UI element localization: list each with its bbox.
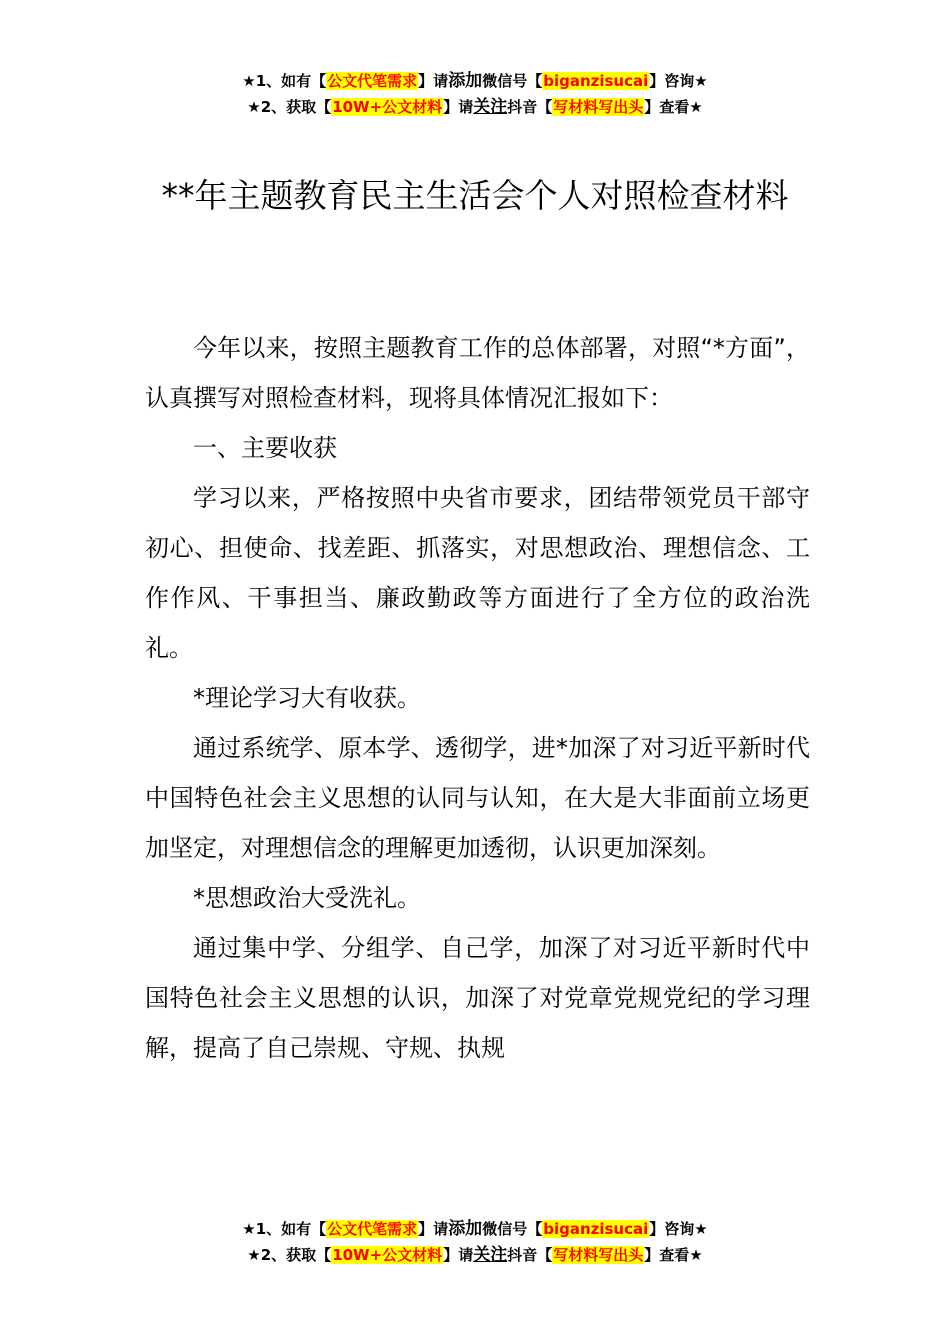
banner-text: 】请 xyxy=(418,72,449,90)
footer-banner xyxy=(0,1216,950,1268)
banner-text: 微信号【 xyxy=(482,1220,543,1238)
banner-text: 】查看★ xyxy=(644,98,703,116)
section-heading: 一、主要收获 xyxy=(193,434,337,462)
banner-highlight: biganzisucai xyxy=(543,72,649,90)
banner-text: 】请 xyxy=(418,1220,449,1238)
body-paragraph: 通过集中学、分组学、自己学，加深了对习近平新时代中国特色社会主义思想的认识，加深了对党章党规党纪的学习理解，提高了自己崇规、守规、执规 xyxy=(145,934,810,1062)
banner-highlight: biganzisucai xyxy=(543,1220,649,1238)
body-paragraph: 今年以来，按照主题教育工作的总体部署，对照“*方面”，认真撰写对照检查材料，现将具体情况汇报如下： xyxy=(145,334,810,412)
body-paragraph: 通过系统学、原本学、透彻学，进*加深了对习近平新时代中国特色社会主义思想的认同与认知，在大是大非面前立场更加坚定，对理想信念的理解更加透彻，认识更加深刻。 xyxy=(145,734,810,862)
banner-line-1 xyxy=(0,1216,950,1242)
banner-text: ★2、获取【 xyxy=(247,1246,332,1264)
banner-highlight: 公文代笔需求 xyxy=(327,1220,418,1238)
banner-highlight: 10W+公文材料 xyxy=(332,1246,443,1264)
banner-emphasis: 关注 xyxy=(473,97,508,117)
banner-highlight: 公文代笔需求 xyxy=(327,72,418,90)
banner-line-2 xyxy=(0,1242,950,1268)
banner-text: 抖音【 xyxy=(507,98,553,116)
banner-text: ★2、获取【 xyxy=(247,98,332,116)
banner-text: ★1、如有【 xyxy=(242,1220,327,1238)
banner-text: 】咨询★ xyxy=(649,1220,708,1238)
banner-text: 】咨询★ xyxy=(649,72,708,90)
banner-line-2 xyxy=(0,94,950,120)
body-paragraph: 学习以来，严格按照中央省市要求，团结带领党员干部守初心、担使命、找差距、抓落实，对思想政治、理想信念、工作作风、干事担当、廉政勤政等方面进行了全方位的政治洗礼。 xyxy=(145,484,810,662)
banner-highlight: 10W+公文材料 xyxy=(332,98,443,116)
banner-text: 】查看★ xyxy=(644,1246,703,1264)
banner-emphasis: 添加 xyxy=(448,71,483,91)
banner-text: ★1、如有【 xyxy=(242,72,327,90)
banner-emphasis: 关注 xyxy=(473,1245,508,1265)
header-banner xyxy=(0,68,950,120)
document-body xyxy=(145,323,810,1073)
banner-highlight: 写材料写出头 xyxy=(553,98,644,116)
banner-line-1 xyxy=(0,68,950,94)
banner-text: 】请 xyxy=(443,98,474,116)
banner-text: 抖音【 xyxy=(507,1246,553,1264)
subsection-heading: *理论学习大有收获。 xyxy=(193,684,421,712)
banner-text: 】请 xyxy=(443,1246,474,1264)
document-title: **年主题教育民主生活会个人对照检查材料 xyxy=(161,176,789,215)
banner-emphasis: 添加 xyxy=(448,1219,483,1239)
subsection-heading: *思想政治大受洗礼。 xyxy=(193,884,421,912)
banner-highlight: 写材料写出头 xyxy=(553,1246,644,1264)
banner-text: 微信号【 xyxy=(482,72,543,90)
